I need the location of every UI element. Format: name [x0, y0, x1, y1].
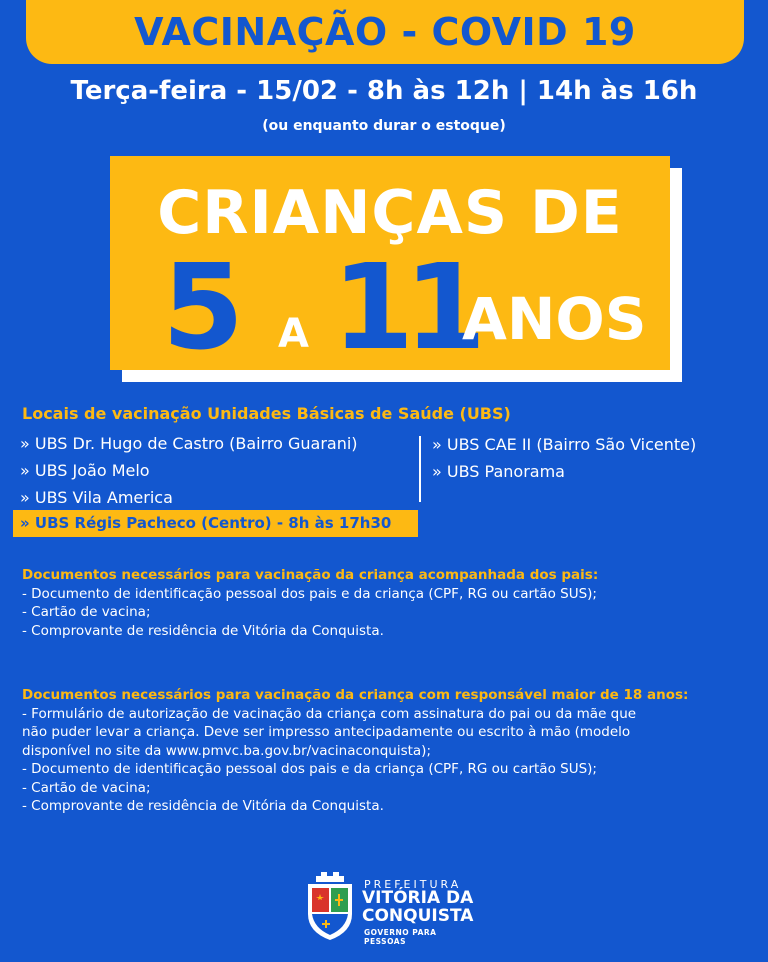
stock-note: (ou enquanto durar o estoque) [262, 118, 506, 134]
documents-guardian-title: Documentos necessários para vacinação da criança com responsável maior de 18 anos: [22, 687, 689, 703]
list-item: » UBS CAE II (Bairro São Vicente) [432, 435, 697, 454]
locations-title: Locais de vacinação Unidades Básicas de Saúde (UBS) [22, 404, 511, 423]
documents-guardian [22, 686, 752, 816]
age-connector: A [278, 311, 309, 357]
list-item: - Formulário de autorização de vacinação da criança com assinatura do pai ou da mãe que [22, 705, 637, 722]
list-item: » UBS Vila America [20, 488, 173, 507]
list-item: » UBS Panorama [432, 462, 565, 481]
hero-line1: CRIANÇAS DE [157, 178, 623, 248]
logo-city-line1: VITÓRIA DA [362, 888, 474, 908]
logo-slogan: GOVERNO PARA PESSOAS [364, 928, 437, 946]
list-item: - Cartão de vacina; [22, 779, 151, 796]
column-divider [419, 436, 421, 502]
list-item: - Documento de identificação pessoal dos pais e da criança (CPF, RG ou cartão SUS); [22, 761, 597, 777]
age-min: 5 [162, 238, 245, 376]
hero-box [110, 156, 670, 376]
age-max: 11 [332, 238, 477, 376]
ubs-highlight: » UBS Régis Pacheco (Centro) - 8h às 17h30 [13, 510, 418, 537]
list-item: - Comprovante de residência de Vitória da Conquista. [22, 798, 384, 814]
list-item: - Comprovante de residência de Vitória da Conquista. [22, 622, 384, 639]
documents-parents-title: Documentos necessários para vacinação da criança acompanhada dos pais: [22, 567, 599, 583]
prefeitura-logo [304, 870, 474, 944]
logo-prefeitura: PREFEITURA [364, 878, 462, 891]
city-crest-icon [304, 870, 356, 944]
schedule-line: Terça-feira - 15/02 - 8h às 12h | 14h às 16h [70, 76, 698, 106]
ubs-list-left [20, 430, 358, 511]
ubs-list-right [432, 431, 696, 485]
age-unit: ANOS [462, 285, 647, 353]
logo-city-line2: CONQUISTA [362, 906, 474, 926]
list-item: disponível no site da www.pmvc.ba.gov.br/vacinaconquista); [22, 742, 431, 759]
list-item: » UBS Dr. Hugo de Castro (Bairro Guarani) [20, 434, 358, 453]
list-item: não puder levar a criança. Deve ser impresso antecipadamente ou escrito à mão (modelo [22, 724, 631, 740]
documents-parents [22, 566, 752, 640]
list-item: - Cartão de vacina; [22, 604, 151, 620]
list-item: » UBS João Melo [20, 461, 150, 480]
top-banner [26, 0, 744, 64]
list-item: - Documento de identificação pessoal dos pais e da criança (CPF, RG ou cartão SUS); [22, 585, 597, 602]
page-title: VACINAÇÃO - COVID 19 [134, 10, 636, 54]
